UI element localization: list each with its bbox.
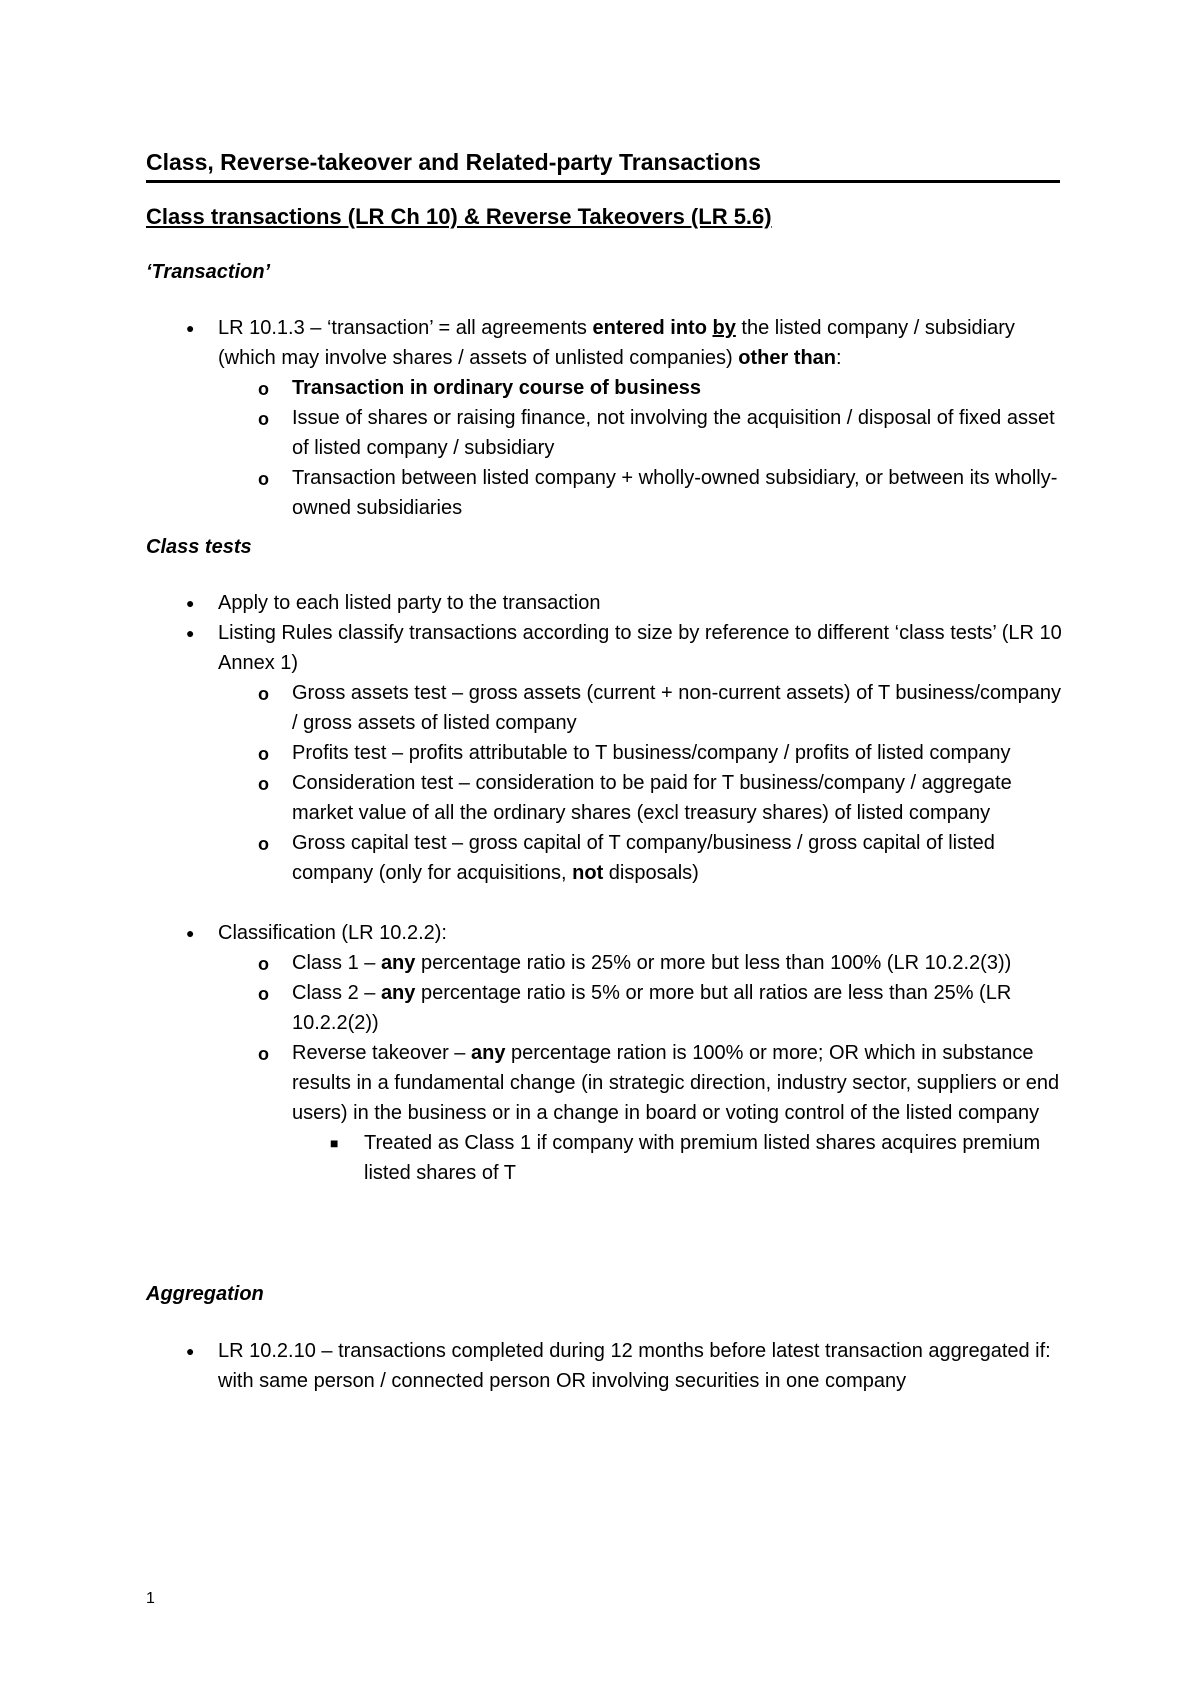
circle-bullet-icon: o: [258, 409, 269, 429]
circle-bullet-icon: o: [258, 1044, 269, 1064]
list-item: o Class 1 – any percentage ratio is 25% or more but less than 100% (LR 10.2.2(3)): [292, 948, 1068, 978]
section-heading-class-transactions: Class transactions (LR Ch 10) & Reverse Takeovers (LR 5.6): [146, 204, 772, 229]
list-item: ● LR 10.1.3 – ‘transaction’ = all agreements entered into by the listed company / subsidiary (which may involve shares / assets of unlisted companies) other than: o Transaction in ordinary course of business o Issue of shares or raising finance, not involving the acquisition / disposal of fixed asset of listed company / subsidiary o Transaction between listed company + wholly-owned subsidiary, or between its wholly-owned subsidiaries: [218, 313, 1068, 523]
classification-list: [258, 948, 1068, 1188]
list-item: o Transaction between listed company + wholly-owned subsidiary, or between its wholly-owned subsidiaries: [292, 463, 1068, 523]
circle-bullet-icon: o: [258, 744, 269, 764]
transaction-list: [186, 313, 1068, 523]
tests-list: [258, 678, 1068, 888]
list-item: o Consideration test – consideration to be paid for T business/company / aggregate market value of all the ordinary shares (excl treasury shares) of listed company: [292, 768, 1068, 828]
circle-bullet-icon: o: [258, 834, 269, 854]
list-item: o Class 2 – any percentage ratio is 5% or more but all ratios are less than 25% (LR 10.2.2(2)): [292, 978, 1068, 1038]
list-item: o Profits test – profits attributable to T business/company / profits of listed company: [292, 738, 1068, 768]
list-item: o Reverse takeover – any percentage ration is 100% or more; OR which in substance results in a fundamental change (in strategic direction, industry sector, suppliers or end users) in the business or in a change in board or voting control of the listed company ■ Treated as Class 1 if company with premium listed shares acquires premium listed shares of T: [292, 1038, 1068, 1188]
class-tests-list: [186, 588, 1068, 1188]
circle-bullet-icon: o: [258, 774, 269, 794]
circle-bullet-icon: o: [258, 379, 269, 399]
bullet-icon: ●: [186, 1343, 195, 1359]
subheading-aggregation: Aggregation: [146, 1283, 264, 1305]
list-item: o Issue of shares or raising finance, not involving the acquisition / disposal of fixed asset of listed company / subsidiary: [292, 403, 1068, 463]
circle-bullet-icon: o: [258, 684, 269, 704]
list-item: ● Classification (LR 10.2.2): o Class 1 – any percentage ratio is 25% or more but less than 100% (LR 10.2.2(3)) o Class 2 – any percentage ratio is 5% or more but all ratios are less than 25% (LR 10.2.2(2)) o Reverse takeover – any percentage ration is 100% or more; OR which in substance results in a fundamental change (in strategic direction, industry sector, suppliers or end users) in the business or in a change in board or voting control of the listed company ■ Treated as Class 1 if company with premium listed shares acquires premium listed shares of T: [218, 918, 1068, 1188]
document-title: Class, Reverse-takeover and Related-party Transactions: [146, 148, 1060, 183]
bullet-icon: ●: [186, 925, 195, 941]
list-item: o Transaction in ordinary course of business: [292, 373, 1068, 403]
bullet-icon: ●: [186, 595, 195, 611]
list-item: o Gross capital test – gross capital of T company/business / gross capital of listed company (only for acquisitions, not disposals): [292, 828, 1068, 888]
reverse-takeover-sublist: [330, 1128, 1068, 1188]
bullet-icon: ●: [186, 320, 195, 336]
subheading-transaction: ‘Transaction’: [146, 261, 271, 283]
circle-bullet-icon: o: [258, 984, 269, 1004]
list-item: ■ Treated as Class 1 if company with premium listed shares acquires premium listed shares of T: [364, 1128, 1068, 1188]
subheading-class-tests: Class tests: [146, 536, 252, 558]
list-item: ● Apply to each listed party to the transaction: [218, 588, 1068, 618]
list-item: ● Listing Rules classify transactions according to size by reference to different ‘class tests’ (LR 10 Annex 1) o Gross assets test – gross assets (current + non-current assets) of T business/company / gross assets of listed company o Profits test – profits attributable to T business/company / profits of listed company o Consideration test – consideration to be paid for T business/company / aggregate market value of all the ordinary shares (excl treasury shares) of listed company o Gross capital test – gross capital of T company/business / gross capital of listed company (only for acquisitions, not disposals): [218, 618, 1068, 888]
exclusions-list: [258, 373, 1068, 523]
list-item: o Gross assets test – gross assets (current + non-current assets) of T business/company / gross assets of listed company: [292, 678, 1068, 738]
list-item: ● LR 10.2.10 – transactions completed during 12 months before latest transaction aggregated if: with same person / connected person OR involving securities in one company: [218, 1336, 1068, 1396]
bullet-icon: ●: [186, 625, 195, 641]
aggregation-list: [186, 1336, 1068, 1396]
circle-bullet-icon: o: [258, 469, 269, 489]
spacer: [218, 888, 1068, 918]
page-number: 1: [146, 1590, 155, 1607]
circle-bullet-icon: o: [258, 954, 269, 974]
square-bullet-icon: ■: [330, 1135, 339, 1151]
